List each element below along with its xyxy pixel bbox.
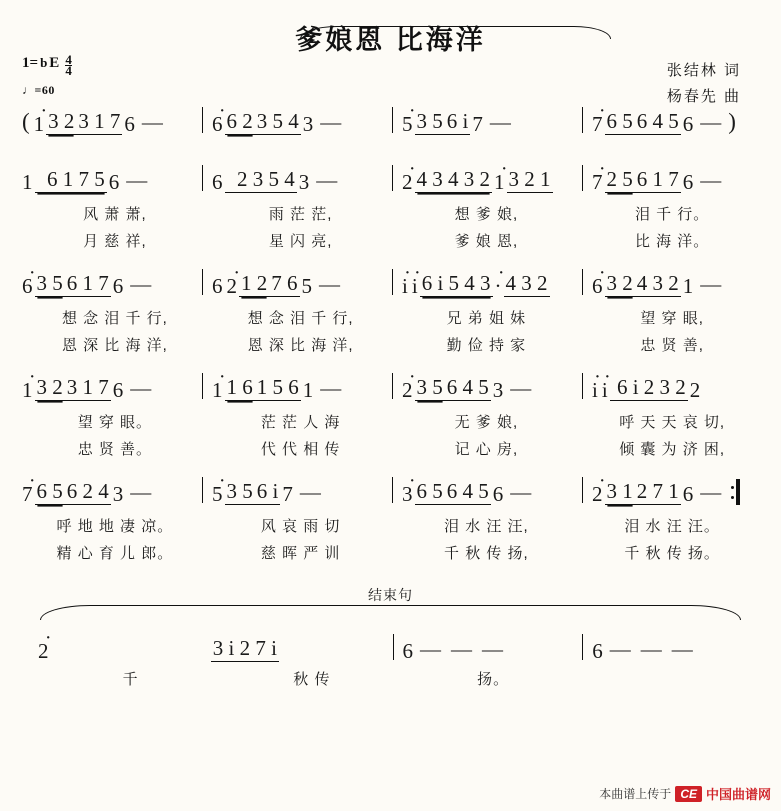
notes-line xyxy=(16,255,765,297)
note: 6 xyxy=(212,170,223,194)
barline xyxy=(582,269,583,295)
note: 6 xyxy=(402,639,413,663)
sustain-dash: — xyxy=(299,480,321,504)
key-signature-block xyxy=(22,52,72,98)
notes-line xyxy=(16,151,765,193)
lyrics-row-1 xyxy=(16,411,765,432)
sustain-dash: — xyxy=(700,480,722,504)
note-group: 3 2 xyxy=(606,271,633,295)
lyric-cell: 兄 弟 姐 妹 xyxy=(446,310,527,327)
lyric-cell xyxy=(584,668,765,689)
note: 1 xyxy=(682,274,694,298)
barline xyxy=(202,477,203,503)
note-group: 3 5 4 xyxy=(256,109,299,133)
note: 6 xyxy=(682,170,694,194)
measure xyxy=(590,479,765,505)
note: 3 xyxy=(492,378,504,402)
music-system-verse-4 xyxy=(16,463,765,567)
note-group: 3 2 xyxy=(48,109,75,133)
lyric-cell: 千 秋 传 扬。 xyxy=(624,545,720,562)
note: 6 xyxy=(682,482,694,506)
measure xyxy=(210,168,385,193)
barline xyxy=(392,477,393,503)
note-group: 1 2 xyxy=(241,271,268,295)
note-group: 6 4 5 xyxy=(446,375,489,399)
note: 2 · xyxy=(400,172,415,193)
barline xyxy=(392,373,393,399)
note-group: 4 3 2 xyxy=(505,271,548,295)
lyric-cell: 恩 深 比 海 洋, xyxy=(61,337,168,354)
barline xyxy=(392,269,393,295)
note-group: 6 1 7 5 xyxy=(36,167,105,191)
lyrics-row-1 xyxy=(16,307,765,328)
note: 6 xyxy=(212,274,223,298)
lyric-cell: 想 念 泪 千 行, xyxy=(247,310,354,327)
note-group: 3 2 xyxy=(36,375,63,399)
ending-label: 结束句 xyxy=(368,587,413,603)
measure xyxy=(400,273,575,297)
lyric-cell: 风 萧 萧, xyxy=(83,206,147,223)
lyric-cell: 雨 茫 茫, xyxy=(268,206,333,223)
lyric-cell: 望 穿 眼, xyxy=(640,310,704,327)
note: 6 xyxy=(112,274,124,298)
sustain-dash: — xyxy=(319,272,340,296)
intro-open-paren: ( xyxy=(22,109,30,134)
note: 2 · xyxy=(590,484,605,505)
sustain-dash: — xyxy=(640,637,662,661)
key-label: 1= xyxy=(22,55,39,71)
measure xyxy=(590,637,765,662)
note-group: 7 6 xyxy=(271,271,298,295)
barline xyxy=(393,634,394,660)
lyric-cell: 爹 娘 恩, xyxy=(454,233,519,250)
barline xyxy=(582,373,583,399)
measure xyxy=(20,272,195,297)
note: 5 xyxy=(301,274,312,298)
note: i · xyxy=(590,380,600,401)
music-system-verse-3 xyxy=(16,359,765,463)
note-group: 6 1 7 xyxy=(66,271,109,295)
barline xyxy=(202,107,203,133)
sustain-dash: — xyxy=(700,272,722,296)
notes-line xyxy=(16,620,765,662)
note: 7 · xyxy=(20,484,35,505)
repeat-dots xyxy=(731,482,734,502)
notes-line xyxy=(16,359,765,401)
sustain-dash: — xyxy=(482,637,503,661)
lyric-cell: 泪 千 行。 xyxy=(634,206,710,223)
note: 6 xyxy=(592,639,603,663)
note-group: 3 1 7 xyxy=(66,375,109,399)
measure xyxy=(590,168,765,193)
key-flat-symbol: b xyxy=(40,55,48,70)
lyric-cell: 代 代 相 传 xyxy=(260,441,341,458)
page-title: 爹娘恩 比海洋 xyxy=(295,25,486,55)
measure xyxy=(20,480,195,505)
sustain-dash: — xyxy=(141,110,163,134)
lyric-cell: 想 爹 娘, xyxy=(454,206,519,223)
note: 5 · xyxy=(400,114,415,135)
lyrics-row-2 xyxy=(16,438,765,459)
tempo-marking: ♩=60 xyxy=(22,83,55,97)
lyricist-credit: 张结林 词 xyxy=(666,62,741,79)
note: 7 · xyxy=(590,114,605,135)
lyrics-row-1 xyxy=(16,668,765,689)
note-group: 2 7 1 xyxy=(636,479,679,503)
lyric-cell: 精 心 育 儿 郎。 xyxy=(56,545,174,562)
note: 7 xyxy=(472,112,483,136)
note: 6 · xyxy=(590,276,605,297)
music-system-verse-1 xyxy=(16,151,765,255)
sustain-dash: — xyxy=(510,376,532,400)
note: 2 · xyxy=(400,380,415,401)
barline xyxy=(582,107,583,133)
measure xyxy=(400,169,575,193)
note-group: 3 1 7 xyxy=(78,109,121,133)
note-group: 6 i 2 3 2 xyxy=(611,375,686,399)
lyric-cell: 无 爹 娘, xyxy=(454,414,519,431)
note-group: 3 1 xyxy=(606,479,633,503)
barline xyxy=(392,165,393,191)
note: 6 xyxy=(112,378,124,402)
note-group: 4 3 2 xyxy=(636,271,679,295)
music-system-verse-2 xyxy=(16,255,765,359)
coda-bracket xyxy=(40,605,741,620)
lyrics-row-2 xyxy=(16,542,765,563)
meter-denominator: 4 xyxy=(65,63,72,78)
lyric-cell: 勤 俭 持 家 xyxy=(446,337,527,354)
sustain-dash: — xyxy=(316,168,338,192)
note-group: 3 5 xyxy=(226,479,253,503)
barline xyxy=(582,634,583,660)
lyric-cell: 记 心 房, xyxy=(454,441,519,458)
note: 6 xyxy=(124,112,135,136)
lyric-cell: 想 念 泪 千 行, xyxy=(61,310,168,327)
note-group: 2 3 5 4 xyxy=(226,167,295,191)
note-group: 3 i 2 7 i xyxy=(212,636,277,660)
sustain-dash: — xyxy=(420,637,441,661)
note: i · xyxy=(410,276,420,297)
lyric-cell: 千 秋 传 扬, xyxy=(444,545,529,562)
lyric-cell: 茫 茫 人 海 xyxy=(260,414,341,431)
note: 6 xyxy=(108,170,120,194)
note: 3 xyxy=(302,112,314,136)
lyric-cell: 泪 水 汪 汪。 xyxy=(624,518,720,535)
barline xyxy=(202,165,203,191)
sustain-dash: — xyxy=(320,110,342,134)
measure xyxy=(210,376,385,401)
coda-inner-bracket xyxy=(300,26,611,39)
lyric-cell: 忠 贤 善, xyxy=(640,337,704,354)
note-group: 6 1 7 xyxy=(636,167,679,191)
sustain-dash: — xyxy=(130,376,152,400)
note-group: 6 4 5 xyxy=(636,109,679,133)
barline xyxy=(392,107,393,133)
lyric-cell: 呼 天 天 哀 切, xyxy=(619,414,726,431)
note: 1 xyxy=(22,170,33,194)
lyric-cell: 扬。 xyxy=(477,671,510,688)
note-group: 6 5 xyxy=(36,479,63,503)
measure xyxy=(210,110,385,135)
key-name: E xyxy=(49,55,60,71)
lyrics-row-2 xyxy=(16,230,765,251)
sustain-dash: — xyxy=(130,480,152,504)
note: 3 · xyxy=(400,484,415,505)
note: i · xyxy=(600,380,610,401)
intro-close-paren: ) xyxy=(728,109,736,134)
site-name[interactable]: 中国曲谱网 xyxy=(705,787,771,802)
note: 3 xyxy=(298,170,310,194)
note: i · xyxy=(400,276,410,297)
time-signature xyxy=(65,52,72,78)
measure xyxy=(36,641,211,662)
barline xyxy=(582,477,583,503)
measure xyxy=(211,638,386,662)
note-group: 4 3 4 3 2 xyxy=(416,167,490,191)
barline xyxy=(202,269,203,295)
sustain-dash: — xyxy=(451,637,472,661)
measure xyxy=(400,110,575,135)
note: 7 xyxy=(282,482,293,506)
measure xyxy=(400,480,575,505)
sustain-dash: — xyxy=(671,637,693,661)
lyric-cell: 望 穿 眼。 xyxy=(77,414,153,431)
lyric-cell: 恩 深 比 海 洋, xyxy=(247,337,354,354)
measure xyxy=(20,109,195,135)
lyric-cell: 星 闪 亮, xyxy=(268,233,333,250)
lyric-cell: 风 哀 雨 切 xyxy=(260,518,341,535)
note-group: 3 2 1 xyxy=(508,167,551,191)
note-group: 3 5 xyxy=(416,375,443,399)
measure xyxy=(590,377,765,401)
note: 1 · xyxy=(492,172,507,193)
footer-text: 本曲谱上传于 xyxy=(599,787,672,801)
note-group: 2 5 xyxy=(606,167,633,191)
sustain-dash: — xyxy=(510,480,532,504)
note-group: 6 i xyxy=(446,109,469,133)
lyric-cell: 月 慈 祥, xyxy=(83,233,147,250)
meter-numerator: 4 xyxy=(65,52,72,67)
note: 6 · xyxy=(210,114,225,135)
lyric-cell: 慈 晖 严 训 xyxy=(260,545,341,562)
note-group: 6 i xyxy=(256,479,279,503)
measure xyxy=(590,109,765,135)
note-group: 6 4 5 xyxy=(446,479,489,503)
barline xyxy=(582,165,583,191)
notes-line xyxy=(16,463,765,505)
note-group: 6 5 xyxy=(606,109,633,133)
note: · · xyxy=(493,276,504,297)
sustain-dash: — xyxy=(489,110,511,134)
lyrics-row-1 xyxy=(16,203,765,224)
footer-watermark xyxy=(599,784,771,803)
measure xyxy=(590,272,765,297)
lyrics-row-2 xyxy=(16,334,765,355)
lyric-cell: 呼 地 地 凄 凉。 xyxy=(56,518,174,535)
lyric-cell: 比 海 洋。 xyxy=(634,233,710,250)
measure xyxy=(20,376,195,401)
note: 2 xyxy=(689,378,701,402)
measure xyxy=(210,480,385,505)
sustain-dash: — xyxy=(700,110,722,134)
note: 1 · xyxy=(20,380,35,401)
repeat-end-barline xyxy=(728,479,740,505)
note-group: 6 5 xyxy=(416,479,443,503)
lyric-cell: 秋 传 xyxy=(293,671,331,688)
note: 1 xyxy=(302,378,314,402)
sustain-dash: — xyxy=(700,168,722,192)
note-group: 6 2 xyxy=(226,109,253,133)
coda-section xyxy=(0,585,781,689)
note-group: 6 2 4 xyxy=(66,479,109,503)
barline xyxy=(202,373,203,399)
note: 7 · xyxy=(590,172,605,193)
note-group: 1 6 xyxy=(226,375,253,399)
note: 2 · xyxy=(36,641,51,662)
note: 2 · xyxy=(225,276,240,297)
measure xyxy=(20,168,195,193)
measure xyxy=(210,272,385,297)
lyric-cell: 泪 水 汪 汪, xyxy=(444,518,529,535)
sustain-dash: — xyxy=(130,272,152,296)
note: 1 · xyxy=(32,114,47,135)
lyric-cell: 忠 贤 善。 xyxy=(77,441,153,458)
measure xyxy=(400,376,575,401)
note-group: 1 5 6 xyxy=(256,375,299,399)
note: 5 · xyxy=(210,484,225,505)
note-group: 3 5 xyxy=(36,271,63,295)
lyrics-row-1 xyxy=(16,515,765,536)
music-system-intro xyxy=(16,93,765,151)
note-group: 3 5 xyxy=(416,109,443,133)
sustain-dash: — xyxy=(609,637,631,661)
note: 3 xyxy=(112,482,124,506)
note: 6 · xyxy=(20,276,35,297)
sustain-dash: — xyxy=(320,376,342,400)
measure xyxy=(401,637,576,662)
composer-credit: 杨春先 曲 xyxy=(666,88,741,105)
note-group: 6 i 5 4 3 xyxy=(421,271,491,295)
note: 6 xyxy=(492,482,504,506)
lyric-cell: 千 xyxy=(122,671,139,688)
site-logo-icon: CE xyxy=(675,786,702,802)
lyric-cell: 倾 囊 为 济 困, xyxy=(619,441,726,458)
notes-line xyxy=(16,93,765,135)
note: 6 xyxy=(682,112,694,136)
sustain-dash: — xyxy=(126,168,148,192)
note: 1 · xyxy=(210,380,225,401)
